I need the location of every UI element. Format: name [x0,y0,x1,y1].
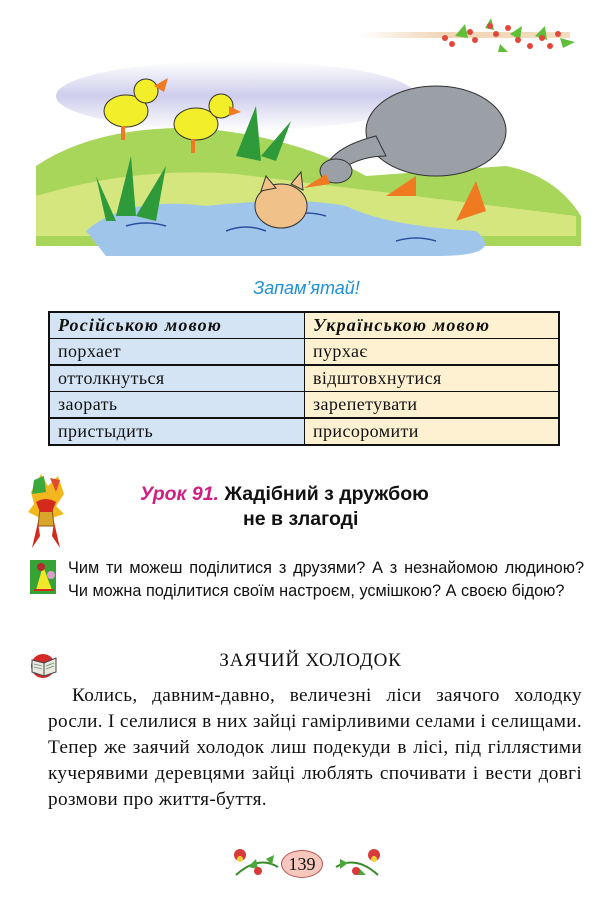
cell-ukrainian: відштовхнутися [305,365,560,392]
flower-branch-ornament-icon [360,18,590,58]
cell-russian: пристыдить [49,418,305,445]
lesson-number: Урок 91. [140,483,219,505]
header-russian: Російською мовою [49,312,305,339]
cell-russian: заорать [49,392,305,419]
table-row [49,365,559,392]
bell-question-icon [30,560,56,594]
lesson-question: Чим ти можеш поділитися з друзями? А з незнайомою людиною? Чи можна поділитися своїм настроєм, усмішкою? А своєю бідою? [68,559,584,600]
table-row [49,392,559,419]
lesson-title-line2: не в злагоді [243,508,359,530]
cell-ukrainian: присоромити [305,418,560,445]
lesson-title-line1: Жадібний з дружбою [224,483,429,505]
table-header-row [49,312,559,339]
table-row [49,339,559,366]
cell-russian: оттолкнуться [49,365,305,392]
cell-russian: порхает [49,339,305,366]
pond-animals-illustration [36,56,581,256]
header-ukrainian: Українською мовою [305,312,560,339]
page-number: 139 [281,850,323,878]
cell-ukrainian: зарепетувати [305,392,560,419]
remember-label: Запам’ятай! [253,278,360,298]
autumn-leaves-bell-icon [26,472,66,550]
story-title: ЗАЯЧИЙ ХОЛОДОК [219,650,402,671]
lesson-title [140,482,560,532]
cell-ukrainian: пурхає [305,339,560,366]
vocabulary-table [48,311,560,446]
story-text: Колись, давним-давно, величезні ліси заячого холодку росли. І селилися в них зайці гамірливими селами і селищами. Тепер же заячий холодок лиш подекуди в лісі, під гіллястими кучерявими деревцями зайці люблять спочивати і вести довгі розмови про життя-буття. [48,685,582,810]
table-row [49,418,559,445]
